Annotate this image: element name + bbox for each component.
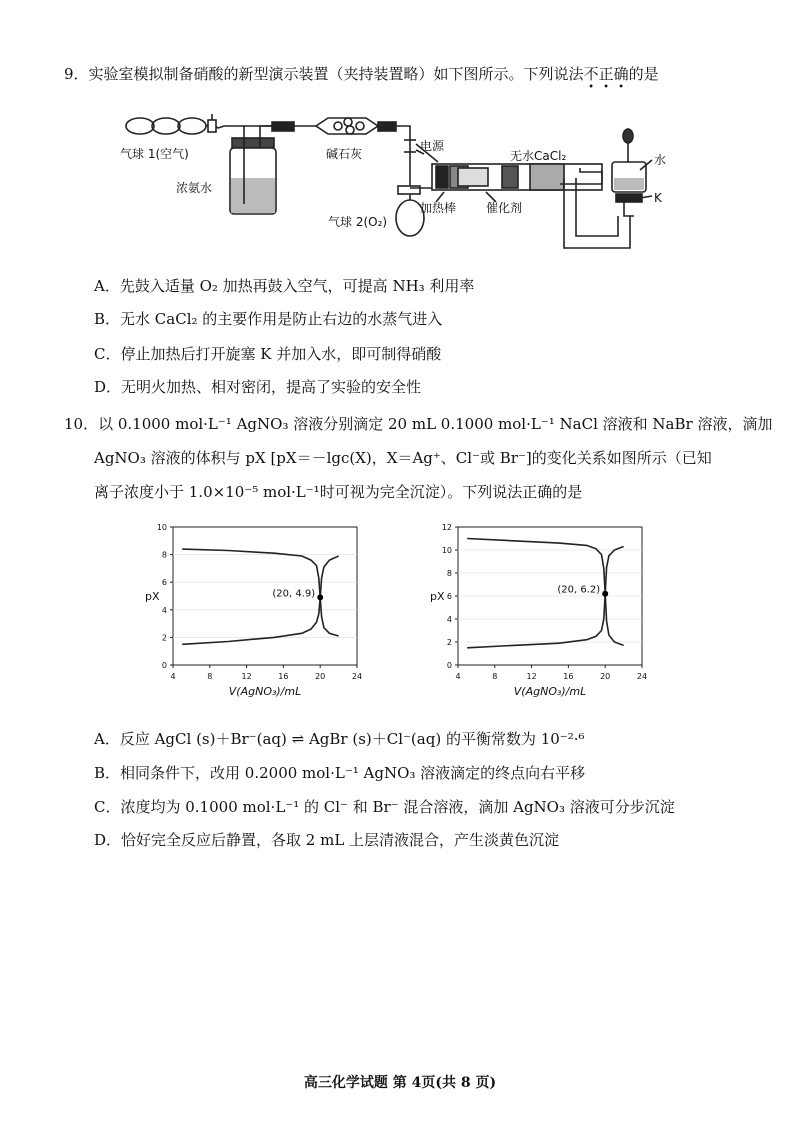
x-tick-label: 4 bbox=[170, 672, 176, 681]
q9-stem-post: 的是 bbox=[628, 65, 659, 83]
q10-line-2: AgNO₃ 溶液的体积与 pX [pX＝－lgc(X)，X＝Ag⁺、Cl⁻或 Br⁻]的变化关系如图所示（已知 bbox=[94, 449, 712, 467]
y-tick-label: 0 bbox=[161, 661, 167, 670]
q9-option-d: D．无明火加热、相对密闭，提高了实验的安全性 bbox=[94, 378, 422, 396]
q10-line-1: 10．以 0.1000 mol·L⁻¹ AgNO₃ 溶液分别滴定 20 mL 0.1000 mol·L⁻¹ NaCl 溶液和 NaBr 溶液，滴加 bbox=[64, 415, 773, 433]
titration-chart-nabr bbox=[420, 515, 660, 715]
q10-option-c: C．浓度均为 0.1000 mol·L⁻¹ 的 Cl⁻ 和 Br⁻ 混合溶液，滴加 AgNO₃ 溶液可分步沉淀 bbox=[94, 798, 675, 816]
label-balloon-1: 气球 1(空气) bbox=[120, 147, 189, 161]
equivalence-point bbox=[317, 594, 323, 600]
x-tick-label: 24 bbox=[636, 672, 648, 681]
x-tick-label: 16 bbox=[563, 672, 574, 681]
series-line-1 bbox=[182, 556, 338, 644]
y-tick-label: 4 bbox=[161, 605, 167, 615]
point-annotation: (20, 4.9) bbox=[272, 588, 316, 600]
y-tick-label: 2 bbox=[161, 633, 167, 643]
label-catalyst: 催化剂 bbox=[486, 201, 523, 215]
q9-dotted-char: 正 bbox=[598, 65, 614, 83]
q9-stem bbox=[64, 64, 659, 84]
x-tick-label: 8 bbox=[492, 672, 498, 681]
x-tick-label: 8 bbox=[207, 672, 213, 681]
y-axis-label: pX bbox=[145, 590, 160, 603]
q9-option-c: C．停止加热后打开旋塞 K 并加入水，即可制得硝酸 bbox=[94, 345, 442, 363]
y-tick-label: 10 bbox=[156, 523, 167, 532]
y-tick-label: 10 bbox=[441, 546, 452, 555]
y-tick-label: 2 bbox=[446, 638, 452, 647]
y-tick-label: 8 bbox=[161, 550, 167, 560]
label-heater: 加热棒 bbox=[420, 201, 457, 215]
y-tick-label: 8 bbox=[446, 569, 452, 578]
ammonia-bottle-icon bbox=[230, 126, 276, 214]
y-tick-label: 6 bbox=[446, 592, 452, 601]
soda-lime-tube-icon bbox=[272, 118, 396, 134]
water-reservoir-icon bbox=[612, 129, 646, 216]
q10-option-a: A．反应 AgCl (s)＋Br⁻(aq) ⇌ AgBr (s)＋Cl⁻(aq) 的平衡常数为 10⁻²·⁶ bbox=[94, 730, 585, 748]
label-soda-lime: 碱石灰 bbox=[326, 147, 363, 161]
q9-number: 9． bbox=[64, 65, 89, 83]
q10-option-b: B．相同条件下，改用 0.2000 mol·L⁻¹ AgNO₃ 溶液滴定的终点向右平移 bbox=[94, 764, 586, 782]
label-cacl2: 无水CaCl₂ bbox=[510, 149, 567, 163]
point-annotation: (20, 6.2) bbox=[557, 584, 601, 596]
q9-dotted-char: 确 bbox=[613, 65, 629, 83]
label-power: 电源 bbox=[420, 139, 445, 153]
apparatus-diagram bbox=[120, 100, 680, 260]
page-footer: 高三化学试题 第 4页(共 8 页) bbox=[303, 1075, 497, 1091]
y-tick-label: 6 bbox=[161, 578, 167, 588]
x-tick-label: 24 bbox=[351, 672, 363, 681]
q10-line-3: 离子浓度小于 1.0×10⁻⁵ mol·L⁻¹时可视为完全沉淀）。下列说法正确的是 bbox=[94, 483, 583, 501]
x-axis-label: V(AgNO₃)/mL bbox=[228, 685, 302, 698]
equivalence-point bbox=[602, 591, 608, 597]
q9-dotted-char: 不 bbox=[583, 65, 599, 83]
y-tick-label: 12 bbox=[441, 523, 452, 532]
y-tick-label: 4 bbox=[446, 615, 452, 624]
y-axis-label: pX bbox=[430, 590, 445, 603]
x-tick-label: 4 bbox=[455, 672, 461, 681]
q9-stem-pre: 实验室模拟制备硝酸的新型演示装置（夹持装置略）如下图所示。下列说法 bbox=[88, 65, 584, 83]
plot-frame bbox=[173, 527, 357, 665]
q9-option-a: A．先鼓入适量 O₂ 加热再鼓入空气，可提高 NH₃ 利用率 bbox=[94, 277, 475, 295]
label-valve-k: K bbox=[654, 191, 662, 205]
label-water: 水 bbox=[654, 153, 667, 167]
x-tick-label: 20 bbox=[600, 672, 611, 681]
q9-option-b: B．无水 CaCl₂ 的主要作用是防止右边的水蒸气进入 bbox=[94, 310, 443, 328]
label-balloon-2: 气球 2(O₂) bbox=[328, 215, 388, 229]
x-axis-label: V(AgNO₃)/mL bbox=[513, 685, 587, 698]
y-tick-label: 0 bbox=[446, 661, 452, 670]
series-line-1 bbox=[467, 547, 623, 648]
q10-option-d: D．恰好完全反应后静置，各取 2 mL 上层清液混合，产生淡黄色沉淀 bbox=[94, 831, 560, 849]
titration-chart-nacl bbox=[135, 515, 375, 715]
x-tick-label: 16 bbox=[278, 672, 289, 681]
label-ammonia: 浓氨水 bbox=[176, 181, 213, 195]
x-tick-label: 12 bbox=[526, 672, 537, 681]
x-tick-label: 12 bbox=[241, 672, 252, 681]
x-tick-label: 20 bbox=[315, 672, 326, 681]
